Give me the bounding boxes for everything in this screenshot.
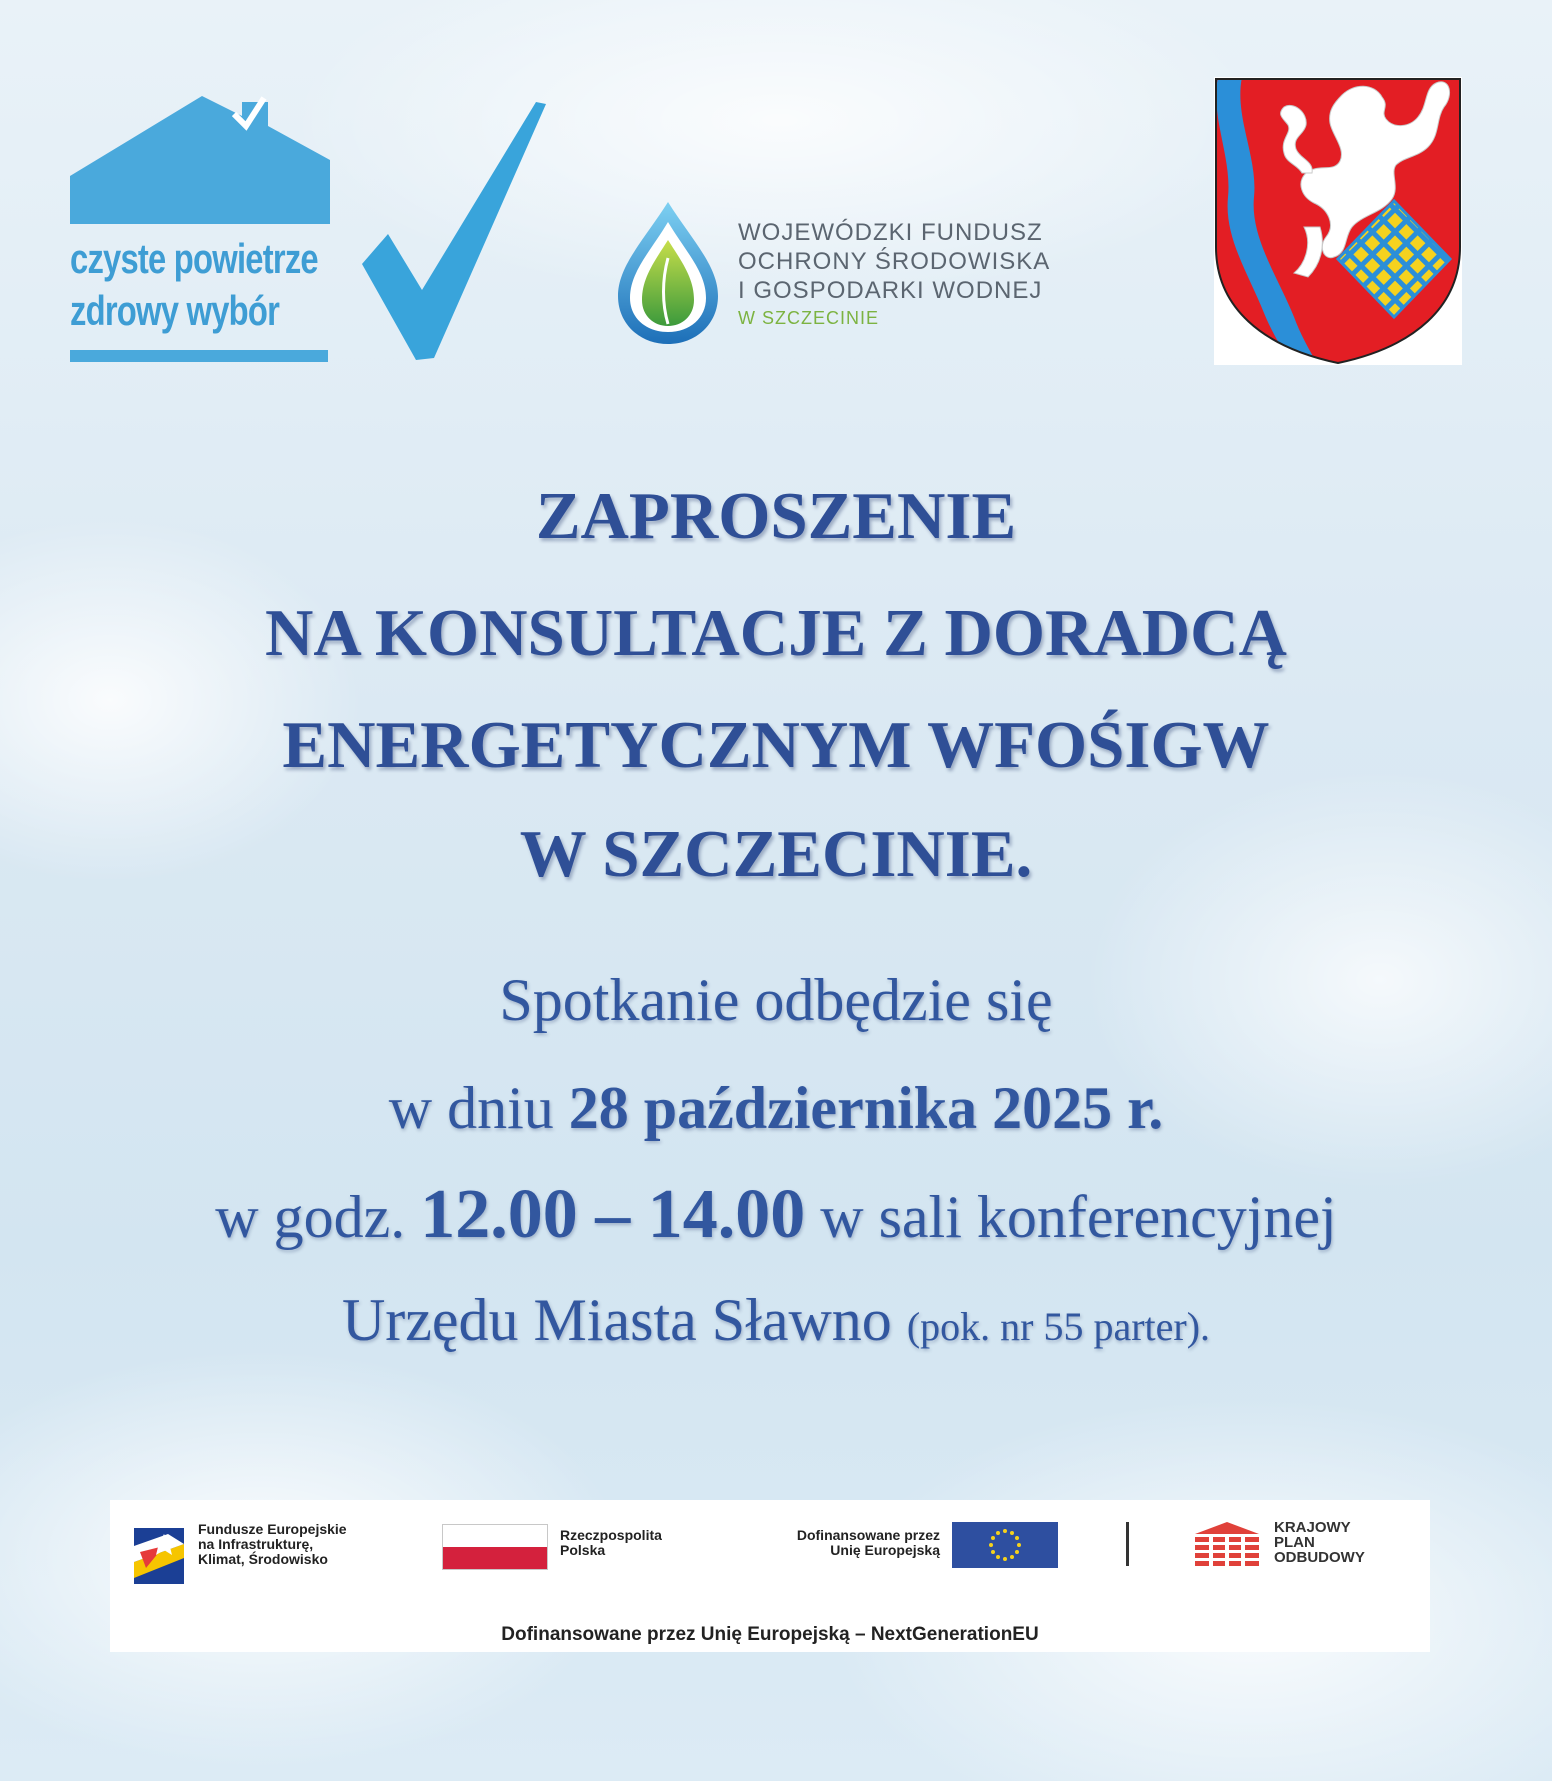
wfosigw-city: W SZCZECINIE	[738, 308, 879, 328]
water-drop-leaf-icon	[614, 200, 722, 346]
meeting-place-line	[0, 1287, 1552, 1353]
meeting-place: Urzędu Miasta Sławno	[341, 1287, 892, 1353]
coat-of-arms-logo	[1214, 77, 1462, 365]
zdrowy-wybor-text: zdrowy wybór	[70, 287, 280, 334]
place-suffix: w sali konferencyjnej	[820, 1184, 1337, 1250]
meeting-room: (pok. nr 55 parter).	[906, 1304, 1211, 1349]
invitation-title-line-4: W SZCZECINIE.	[519, 817, 1033, 891]
coat-of-arms-griffin-icon	[1214, 77, 1462, 365]
meeting-date: 28 października 2025 r.	[568, 1075, 1164, 1141]
meeting-date-line	[0, 1075, 1552, 1141]
invitation-title-line-2: NA KONSULTACJE Z DORADCĄ	[265, 596, 1287, 670]
krajowy-plan-odbudowy-text: KRAJOWY PLAN ODBUDOWY	[1274, 1519, 1365, 1566]
meeting-time-line	[0, 1176, 1552, 1253]
funding-banner	[110, 1500, 1430, 1652]
banner-divider	[1126, 1522, 1129, 1566]
krajowy-plan-odbudowy-icon	[1195, 1522, 1259, 1568]
fundusze-europejskie-icon	[134, 1528, 184, 1584]
next-generation-eu-text: Dofinansowane przez Unię Europejską – NextGenerationEU	[501, 1624, 1039, 1645]
czyste-powietrze-logo	[66, 96, 556, 372]
czyste-powietrze-text: czyste powietrze	[70, 235, 318, 282]
invitation-title-line-1: ZAPROSZENIE	[535, 479, 1017, 553]
invitation-title-line-3: ENERGETYCZNYM WFOŚIGW	[282, 708, 1270, 782]
wfosigw-name-line-2: OCHRONY ŚRODOWISKA	[738, 248, 1051, 275]
wfosigw-name-line-1: WOJEWÓDZKI FUNDUSZ	[738, 219, 1043, 246]
rzeczpospolita-text: Rzeczpospolita Polska	[560, 1527, 662, 1558]
polish-flag-icon	[442, 1524, 548, 1570]
meeting-announcement: Spotkanie odbędzie się	[499, 967, 1053, 1033]
time-prefix: w godz.	[215, 1184, 406, 1250]
date-prefix: w dniu	[388, 1075, 554, 1141]
wfosigw-logo	[614, 196, 1064, 346]
dofinansowane-text: Dofinansowane przez Unię Europejską	[796, 1527, 940, 1558]
meeting-time: 12.00 – 14.00	[420, 1176, 806, 1253]
eu-flag-icon	[952, 1522, 1058, 1568]
wfosigw-name-line-3: I GOSPODARKI WODNEJ	[738, 277, 1043, 304]
fundusze-europejskie-text: Fundusze Europejskie na Infrastrukturę, Klimat, Środowisko	[198, 1521, 347, 1567]
